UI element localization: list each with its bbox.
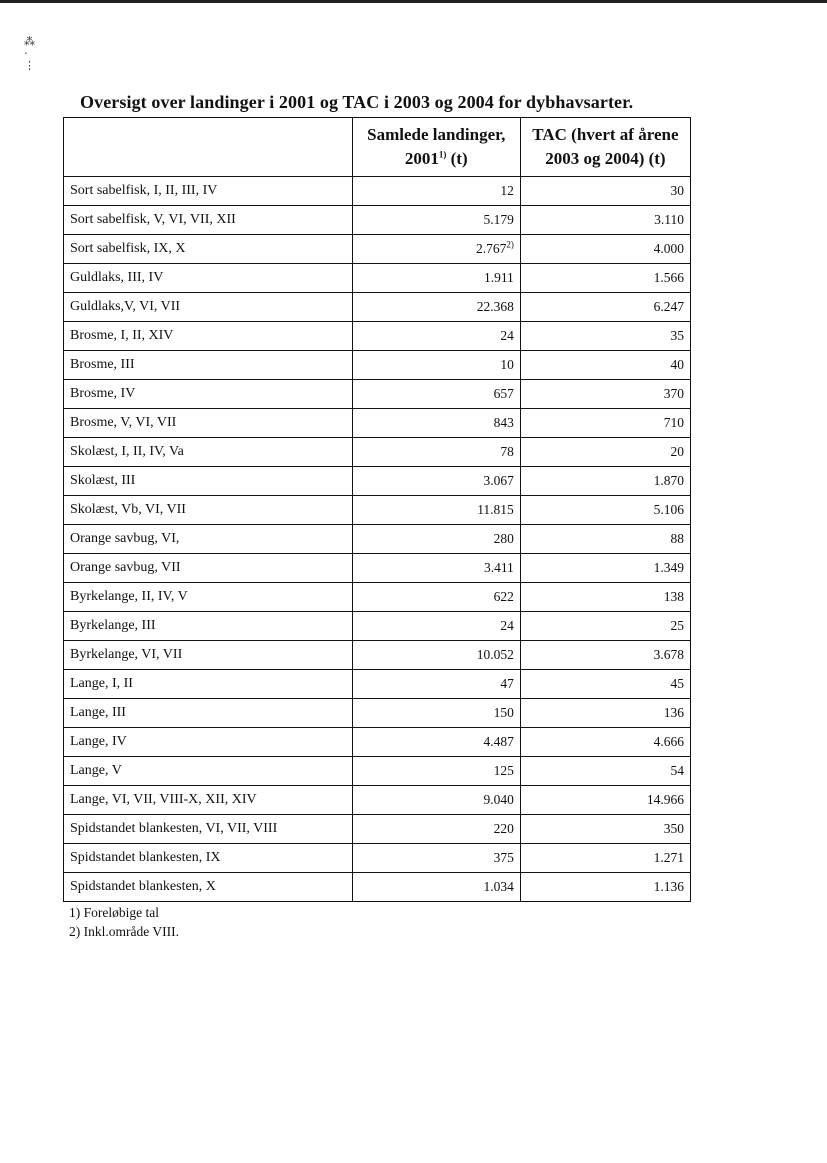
landings-cell [352, 293, 520, 322]
tac-cell: 4.000 [520, 235, 690, 264]
species-cell: Sort sabelfisk, V, VI, VII, XII [64, 206, 353, 235]
species-cell: Byrkelange, II, IV, V [64, 583, 353, 612]
table-row [64, 264, 691, 293]
landings-value: 12 [500, 183, 514, 198]
landings-value: 24 [500, 328, 514, 343]
tac-cell: 14.966 [520, 786, 690, 815]
species-cell: Byrkelange, III [64, 612, 353, 641]
landings-cell [352, 264, 520, 293]
header-landings [352, 118, 520, 177]
landings-cell [352, 322, 520, 351]
header-landings-footnote-ref: 1) [438, 149, 447, 160]
tac-cell: 370 [520, 380, 690, 409]
table-row [64, 409, 691, 438]
landings-value: 4.487 [483, 734, 514, 749]
landings-cell [352, 467, 520, 496]
species-cell: Sort sabelfisk, IX, X [64, 235, 353, 264]
landings-cell [352, 757, 520, 786]
landings-value: 22.368 [476, 299, 514, 314]
landings-value: 150 [493, 705, 514, 720]
tac-cell: 4.666 [520, 728, 690, 757]
tac-cell: 1.566 [520, 264, 690, 293]
species-cell: Guldlaks,V, VI, VII [64, 293, 353, 322]
margin-mark: ⋅ [24, 48, 28, 60]
header-landings-line1: Samlede landinger, [367, 125, 506, 144]
landings-value: 11.815 [477, 502, 514, 517]
table-row [64, 612, 691, 641]
landings-cell [352, 844, 520, 873]
footnote-2: 2) Inkl.område VIII. [69, 924, 179, 939]
species-cell: Orange savbug, VII [64, 554, 353, 583]
landings-cell [352, 409, 520, 438]
tac-cell: 1.136 [520, 873, 690, 902]
tac-cell: 136 [520, 699, 690, 728]
landings-cell [352, 699, 520, 728]
tac-cell: 5.106 [520, 496, 690, 525]
species-cell: Lange, III [64, 699, 353, 728]
landings-value: 220 [493, 821, 514, 836]
header-landings-unit: (t) [446, 149, 468, 168]
landings-cell [352, 496, 520, 525]
landings-value: 9.040 [483, 792, 514, 807]
landings-cell [352, 641, 520, 670]
species-cell: Orange savbug, VI, [64, 525, 353, 554]
landings-value: 78 [500, 444, 514, 459]
margin-mark: ⁂ [24, 36, 35, 48]
landings-cell [352, 583, 520, 612]
landings-cell [352, 728, 520, 757]
tac-cell: 1.271 [520, 844, 690, 873]
landings-cell [352, 235, 520, 264]
footnotes [69, 903, 179, 941]
table-row [64, 322, 691, 351]
table-body [64, 177, 691, 902]
landings-cell [352, 815, 520, 844]
landings-footnote-ref: 2) [506, 239, 514, 250]
tac-cell: 40 [520, 351, 690, 380]
landings-cell [352, 206, 520, 235]
tac-cell: 35 [520, 322, 690, 351]
document-title: Oversigt over landinger i 2001 og TAC i 2003 og 2004 for dybhavsarter. [80, 92, 634, 112]
landings-cell [352, 438, 520, 467]
landings-cell [352, 554, 520, 583]
landings-value: 1.911 [483, 270, 514, 285]
tac-cell: 1.349 [520, 554, 690, 583]
landings-value: 125 [493, 763, 514, 778]
landings-value: 622 [493, 589, 514, 604]
table-row [64, 873, 691, 902]
tac-cell: 710 [520, 409, 690, 438]
margin-mark: ⋮ [24, 60, 35, 72]
header-species [64, 118, 353, 177]
margin-punch-marks [24, 36, 36, 106]
species-cell: Brosme, V, VI, VII [64, 409, 353, 438]
species-cell: Byrkelange, VI, VII [64, 641, 353, 670]
species-cell: Lange, IV [64, 728, 353, 757]
header-tac [520, 118, 690, 177]
landings-cell [352, 351, 520, 380]
table-row [64, 554, 691, 583]
species-cell: Brosme, IV [64, 380, 353, 409]
table-row [64, 699, 691, 728]
table-row [64, 177, 691, 206]
species-cell: Guldlaks, III, IV [64, 264, 353, 293]
landings-value: 843 [493, 415, 514, 430]
table-row [64, 728, 691, 757]
tac-cell: 25 [520, 612, 690, 641]
landings-value: 47 [500, 676, 514, 691]
landings-cell [352, 873, 520, 902]
footnote-1: 1) Foreløbige tal [69, 905, 159, 920]
table-row [64, 757, 691, 786]
landings-value: 657 [493, 386, 514, 401]
header-landings-year: 2001 [404, 149, 439, 168]
species-cell: Lange, VI, VII, VIII-X, XII, XIV [64, 786, 353, 815]
table-row [64, 641, 691, 670]
table-row [64, 293, 691, 322]
species-cell: Brosme, III [64, 351, 353, 380]
species-cell: Spidstandet blankesten, VI, VII, VIII [64, 815, 353, 844]
table-row [64, 235, 691, 264]
table-row [64, 583, 691, 612]
table-row [64, 496, 691, 525]
landings-cell [352, 380, 520, 409]
landings-cell [352, 786, 520, 815]
header-tac-line1: TAC (hvert af årene [532, 125, 679, 144]
species-cell: Spidstandet blankesten, X [64, 873, 353, 902]
species-cell: Spidstandet blankesten, IX [64, 844, 353, 873]
tac-cell: 1.870 [520, 467, 690, 496]
species-cell: Skolæst, I, II, IV, Va [64, 438, 353, 467]
landings-value: 3.067 [483, 473, 514, 488]
landings-value: 5.179 [483, 212, 514, 227]
landings-cell [352, 177, 520, 206]
table-header-row [64, 118, 691, 177]
landings-cell [352, 525, 520, 554]
species-cell: Sort sabelfisk, I, II, III, IV [64, 177, 353, 206]
header-tac-line2: 2003 og 2004) (t) [545, 149, 666, 168]
tac-cell: 20 [520, 438, 690, 467]
tac-cell: 6.247 [520, 293, 690, 322]
tac-cell: 3.110 [520, 206, 690, 235]
landings-value: 10 [500, 357, 514, 372]
landings-value: 3.411 [483, 560, 514, 575]
tac-cell: 88 [520, 525, 690, 554]
landings-value: 375 [493, 850, 514, 865]
table-row [64, 467, 691, 496]
table-row [64, 438, 691, 467]
landings-value: 10.052 [476, 647, 514, 662]
table-row [64, 815, 691, 844]
tac-cell: 3.678 [520, 641, 690, 670]
table-row [64, 844, 691, 873]
species-cell: Lange, I, II [64, 670, 353, 699]
landings-value: 280 [493, 531, 514, 546]
table-row [64, 380, 691, 409]
landings-value: 1.034 [483, 879, 514, 894]
landings-cell [352, 670, 520, 699]
table-row [64, 786, 691, 815]
tac-cell: 350 [520, 815, 690, 844]
top-scan-rule [0, 0, 827, 3]
species-cell: Brosme, I, II, XIV [64, 322, 353, 351]
tac-cell: 45 [520, 670, 690, 699]
table-row [64, 206, 691, 235]
species-cell: Skolæst, Vb, VI, VII [64, 496, 353, 525]
species-cell: Lange, V [64, 757, 353, 786]
tac-cell: 54 [520, 757, 690, 786]
landings-value: 2.767 [475, 241, 507, 256]
landings-tac-table [63, 117, 691, 902]
landings-cell [352, 612, 520, 641]
landings-value: 24 [500, 618, 514, 633]
species-cell: Skolæst, III [64, 467, 353, 496]
table-row [64, 525, 691, 554]
table-row [64, 351, 691, 380]
table-row [64, 670, 691, 699]
tac-cell: 138 [520, 583, 690, 612]
tac-cell: 30 [520, 177, 690, 206]
